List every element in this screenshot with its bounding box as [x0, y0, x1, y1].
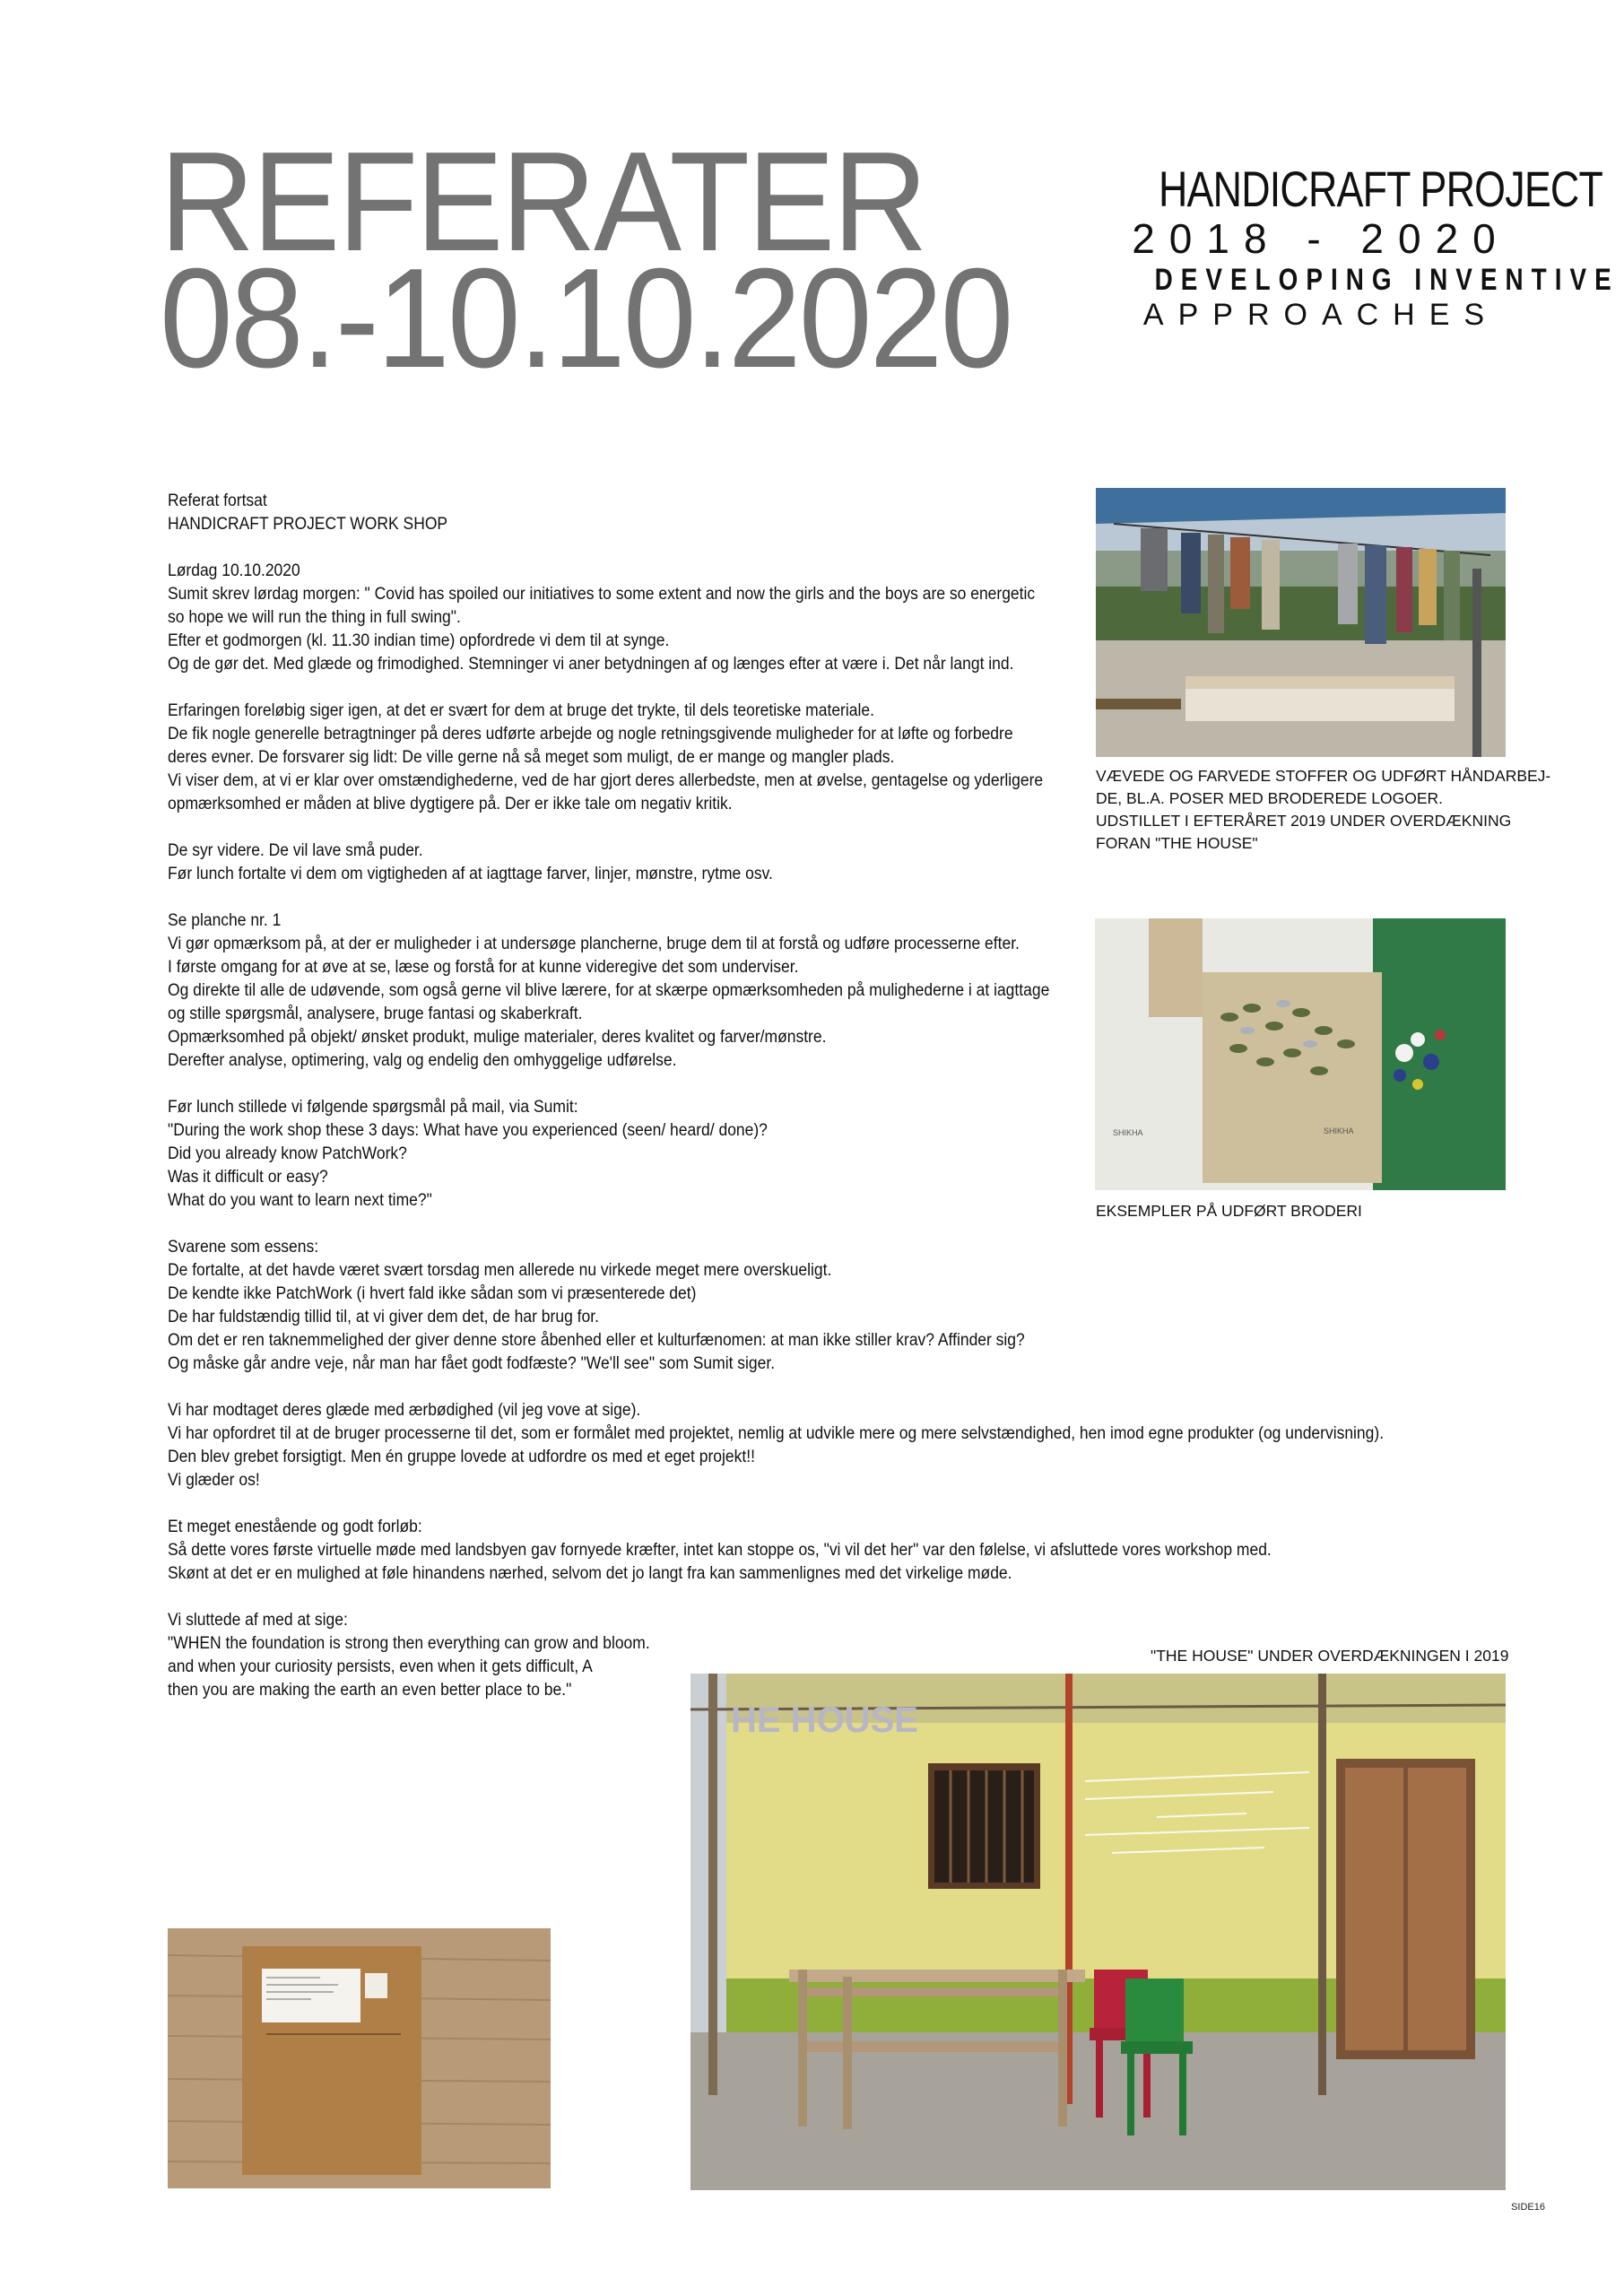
- body-line: [168, 1352, 1423, 1376]
- body-line-text: so hope we will run the thing in full swing".: [168, 608, 461, 627]
- body-line-text: Vi gør opmærksom på, at der er muligheder i at undersøge plancherne, bruge dem til at forstå og udføre processerne efter.: [168, 935, 1020, 953]
- body-line: [168, 1562, 1423, 1586]
- paragraph-gap: [168, 1376, 1423, 1399]
- body-line-text: Vi har opfordret til at de bruger processerne til det, som er formålet med projektet, nemlig at udvikle mere og mere selvstændighed, hen imod egne produkter (og undervisning).: [168, 1424, 1385, 1443]
- page-title: [160, 123, 1012, 397]
- title-line-1: REFERATER: [160, 123, 925, 281]
- body-line-text: og stille spørgsmål, analysere, bruge fantasi og skaberkraft.: [168, 1004, 583, 1023]
- project-subtitle-1: DEVELOPING INVENTIVE: [1154, 263, 1620, 297]
- body-line-text: Lørdag 10.10.2020: [168, 561, 300, 580]
- body-line-text: De syr videre. De vil lave små puder.: [168, 841, 423, 860]
- body-line: [168, 1609, 1423, 1632]
- body-line-text: Vi glæder os!: [168, 1471, 260, 1490]
- body-line: [168, 1236, 1423, 1259]
- body-line: [168, 1283, 1423, 1306]
- title-line-2: 08.-10.10.2020: [160, 239, 1012, 397]
- body-line-text: Vi viser dem, at vi er klar over omstændighederne, ved de har gjort deres allerbedste, men at øvelse, gentagelse og yderligere: [168, 771, 1044, 790]
- project-subtitle-2: APPROACHES: [1142, 298, 1499, 332]
- body-line-text: Did you already know PatchWork?: [168, 1144, 407, 1163]
- body-line-text: Den blev grebet forsigtigt. Men én gruppe lovede at udfordre os med et eget projekt!!: [168, 1448, 755, 1466]
- body-line-text: De fortalte, at det havde været svært torsdag men allerede nu virkede meget mere overskueligt.: [168, 1261, 832, 1280]
- body-line-text: What do you want to learn next time?": [168, 1191, 432, 1210]
- paragraph-gap: [168, 886, 1423, 909]
- body-line-text: deres evner. De forsvarer sig lidt: De ville gerne nå så meget som muligt, de er mange og mangler plads.: [168, 748, 895, 767]
- body-line-text: Og direkte til alle de udøvende, som også gerne vil blive lærere, for at skærpe opmærksomheden på mulighederne i at iagttage: [168, 981, 1050, 1000]
- house-sign-text: HE HOUSE: [731, 1700, 918, 1740]
- textiles-photo: [1096, 488, 1506, 757]
- paragraph-gap: [168, 1586, 1423, 1609]
- body-line-text: Referat fortsat: [168, 491, 267, 510]
- body-line-text: Vi sluttede af med at sige:: [168, 1611, 348, 1630]
- body-line-text: Og de gør det. Med glæde og frimodighed. Stemninger vi aner betydningen af og længes efter at være i. Det når langt ind.: [168, 655, 1014, 674]
- body-line-text: Skønt at det er en mulighed at føle hinandens nærhed, selvom det jo langt fra kan sammenlignes med det virkelige møde.: [168, 1564, 1012, 1583]
- body-line: [168, 1306, 1423, 1329]
- envelope-photo: [168, 1928, 551, 2188]
- body-line-text: De fik nogle generelle betragtninger på deres udførte arbejde og nogle retningsgivende muligheder for at løfte og forbedre: [168, 725, 1013, 744]
- embroidery-photo: [1095, 918, 1506, 1190]
- body-line-text: HANDICRAFT PROJECT WORK SHOP: [168, 515, 448, 534]
- body-line-text: Om det er ren taknemmelighed der giver denne store åbenhed eller et kulturfænomen: at man ikke stiller krav? Affinder sig?: [168, 1331, 1025, 1350]
- project-name: HANDICRAFT PROJECT: [1159, 161, 1603, 217]
- body-line-text: Før lunch fortalte vi dem om vigtigheden af at iagttage farver, linjer, mønstre, rytme osv.: [168, 865, 773, 883]
- body-line: [168, 863, 1423, 886]
- body-line: [168, 1259, 1423, 1283]
- paragraph-gap: [168, 1492, 1423, 1516]
- body-line-text: Was it difficult or easy?: [168, 1168, 328, 1187]
- body-line-text: Derefter analyse, optimering, valg og endelig den omhyggelige udførelse.: [168, 1051, 677, 1070]
- body-line-text: Vi har modtaget deres glæde med ærbødighed (vil jeg vove at sige).: [168, 1401, 641, 1420]
- body-line-text: Svarene som essens:: [168, 1238, 319, 1257]
- project-header: [1119, 161, 1620, 332]
- body-line: [168, 1469, 1423, 1492]
- body-line-text: "During the work shop these 3 days: What have you experienced (seen/ heard/ done)?: [168, 1121, 768, 1140]
- embroidery-signature-1: SHIKHA: [1113, 1128, 1143, 1137]
- body-line-text: Og måske går andre veje, når man har fået godt fodfæste? "We'll see" som Sumit siger.: [168, 1354, 776, 1373]
- body-line: [168, 1446, 1423, 1469]
- house-caption: "THE HOUSE" UNDER OVERDÆKNINGEN I 2019: [1151, 1647, 1509, 1665]
- embroidery-signature-2: SHIKHA: [1324, 1126, 1354, 1135]
- body-line-text: I første omgang for at øve at se, læse og forstå for at kunne videregive det som underviser.: [168, 958, 799, 977]
- body-line-text: opmærksomhed er måden at blive dygtigere på. Der er ikke tale om negativ kritik.: [168, 795, 733, 813]
- body-line-text: Se planche nr. 1: [168, 911, 282, 930]
- body-line-text: Erfaringen foreløbig siger igen, at det er svært for dem at bruge det trykte, til dels teoretiske materiale.: [168, 701, 874, 720]
- house-photo: [690, 1674, 1506, 2190]
- body-line-text: De kendte ikke PatchWork (i hvert fald ikke sådan som vi præsenterede det): [168, 1284, 697, 1303]
- body-line: [168, 1399, 1423, 1422]
- body-line-text: Sumit skrev lørdag morgen: " Covid has spoiled our initiatives to some extent and now the girls and the boys are so energetic: [168, 585, 1036, 604]
- body-line-text: then you are making the earth an even better place to be.": [168, 1681, 572, 1700]
- body-line: [168, 1422, 1423, 1446]
- body-line-text: De har fuldstændig tillid til, at vi giver dem det, de har brug for.: [168, 1308, 599, 1326]
- embroidery-caption: EKSEMPLER PÅ UDFØRT BRODERI: [1096, 1202, 1362, 1220]
- body-line-text: Et meget enestående og godt forløb:: [168, 1518, 422, 1536]
- project-years: 2018 - 2020: [1132, 215, 1510, 262]
- body-line: [168, 1516, 1423, 1539]
- body-line-text: Opmærksomhed på objekt/ ønsket produkt, mulige materialer, deres kvalitet og farver/mønstre.: [168, 1028, 827, 1047]
- body-line-text: and when your curiosity persists, even when it gets difficult, A: [168, 1657, 593, 1676]
- body-line-text: Før lunch stillede vi følgende spørgsmål på mail, via Sumit:: [168, 1098, 578, 1117]
- body-line-text: Efter et godmorgen (kl. 11.30 indian time) opfordrede vi dem til at synge.: [168, 631, 670, 650]
- body-line: [168, 1329, 1423, 1352]
- body-line-text: "WHEN the foundation is strong then everything can grow and bloom.: [168, 1634, 650, 1653]
- textiles-caption: VÆVEDE OG FARVEDE STOFFER OG UDFØRT HÅNDARBEJ- DE, BL.A. POSER MED BRODEREDE LOGOER. UDSTILLET I EFTERÅRET 2019 UNDER OVERDÆKNING FORAN "THE HOUSE": [1096, 767, 1551, 852]
- body-line-text: Så dette vores første virtuelle møde med landsbyen gav fornyede kræfter, intet kan stoppe os, "vi vil det her" var den følelse, vi afsluttede vores workshop med.: [168, 1541, 1272, 1560]
- body-line: [168, 1539, 1423, 1562]
- page-number: SIDE16: [1511, 2202, 1545, 2213]
